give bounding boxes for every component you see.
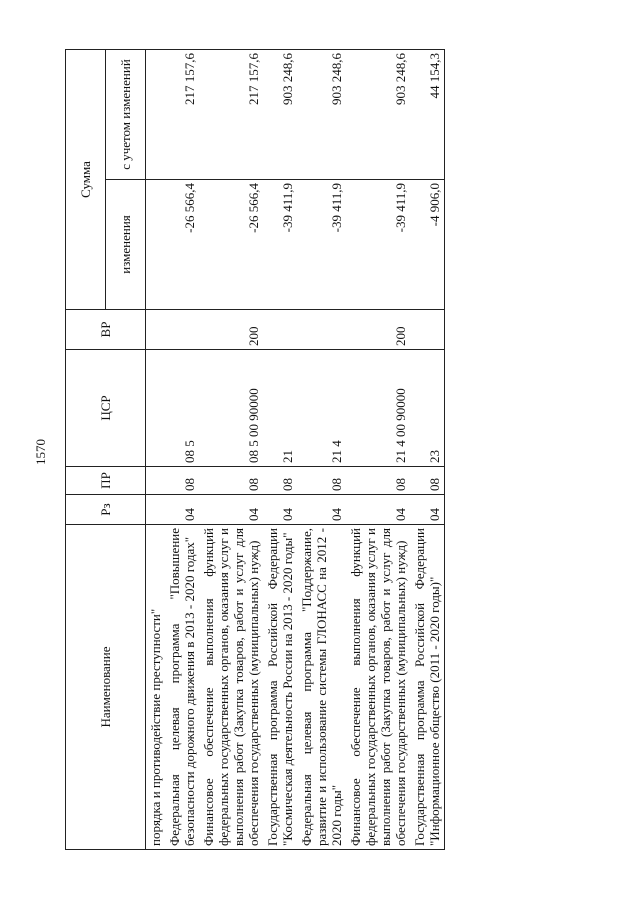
row-name: Государственная программа Российской Федерации "Космическая деятельность России на 2013 - 2020 годы" (263, 525, 297, 850)
row-csr (146, 350, 166, 467)
budget-table (65, 49, 445, 850)
row-vr (165, 310, 199, 350)
header-sum: Сумма (66, 50, 106, 310)
row-vr (263, 310, 297, 350)
row-name: Государственная программа Российской Федерации "Информационное общество (2011 - 2020 годы)" (410, 525, 445, 850)
table-row (146, 50, 166, 850)
row-total: 217 157,6 (165, 50, 199, 180)
table-row (199, 50, 263, 850)
row-name: Федеральная целевая программа "Поддержание, развитие и использование системы ГЛОНАСС на 2012 - 2020 годы" (297, 525, 346, 850)
row-rz: 04 (263, 495, 297, 525)
row-rz: 04 (199, 495, 263, 525)
row-rz: 04 (297, 495, 346, 525)
header-change: изменения (106, 180, 146, 310)
table-row (410, 50, 445, 850)
table-row (346, 50, 410, 850)
row-vr: 200 (346, 310, 410, 350)
row-change: -39 411,9 (263, 180, 297, 310)
row-total: 217 157,6 (199, 50, 263, 180)
row-rz (146, 495, 166, 525)
row-pr: 08 (199, 467, 263, 495)
row-pr: 08 (346, 467, 410, 495)
row-csr: 21 (263, 350, 297, 467)
row-rz: 04 (410, 495, 445, 525)
row-name: порядка и противодействие преступности" (146, 525, 166, 850)
row-name: Федеральная целевая программа "Повышение безопасности дорожного движения в 2013 - 2020 годах" (165, 525, 199, 850)
header-rz: Рз (66, 495, 146, 525)
row-pr: 08 (410, 467, 445, 495)
row-vr (297, 310, 346, 350)
row-total: 44 154,3 (410, 50, 445, 180)
row-total: 903 248,6 (346, 50, 410, 180)
header-csr: ЦСР (66, 350, 146, 467)
row-pr: 08 (165, 467, 199, 495)
page-number: 1570 (33, 439, 48, 465)
row-name: Финансовое обеспечение выполнения функций федеральных государственных органов, оказания услуг и выполнения работ (Закупка товаров, работ и услуг для обеспечения государственных (муниципальных) нужд) (199, 525, 263, 850)
row-csr: 23 (410, 350, 445, 467)
row-vr (410, 310, 445, 350)
row-change: -39 411,9 (346, 180, 410, 310)
header-vr: ВР (66, 310, 146, 350)
table-row (165, 50, 199, 850)
row-total: 903 248,6 (297, 50, 346, 180)
row-total: 903 248,6 (263, 50, 297, 180)
row-change: -39 411,9 (297, 180, 346, 310)
row-total (146, 50, 166, 180)
table-row (263, 50, 297, 850)
row-pr: 08 (263, 467, 297, 495)
row-rz: 04 (165, 495, 199, 525)
header-with-change: с учетом изменений (106, 50, 146, 180)
row-change: -26 566,4 (199, 180, 263, 310)
row-pr: 08 (297, 467, 346, 495)
row-name: Финансовое обеспечение выполнения функций федеральных государственных органов, оказания услуг и выполнения работ (Закупка товаров, работ и услуг для обеспечения государственных (муниципальных) нужд) (346, 525, 410, 850)
row-change: -26 566,4 (165, 180, 199, 310)
row-csr: 08 5 (165, 350, 199, 467)
rotated-page-content (65, 50, 600, 850)
row-csr: 21 4 (297, 350, 346, 467)
row-change (146, 180, 166, 310)
row-pr (146, 467, 166, 495)
header-pr: ПР (66, 467, 146, 495)
header-name: Наименование (66, 525, 146, 850)
row-csr: 08 5 00 90000 (199, 350, 263, 467)
table-row (297, 50, 346, 850)
row-csr: 21 4 00 90000 (346, 350, 410, 467)
row-change: -4 906,0 (410, 180, 445, 310)
row-vr: 200 (199, 310, 263, 350)
row-rz: 04 (346, 495, 410, 525)
row-vr (146, 310, 166, 350)
